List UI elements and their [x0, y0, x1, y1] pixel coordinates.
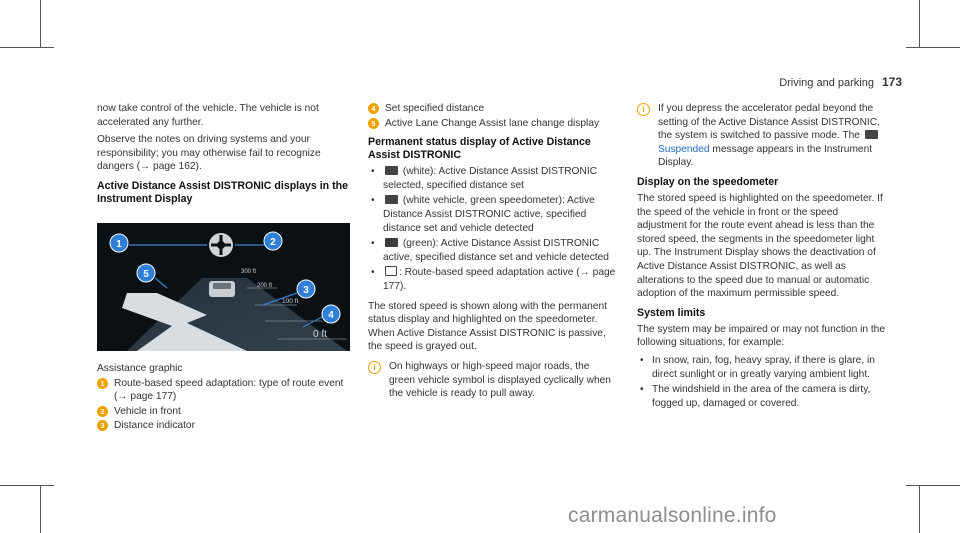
route-adaptation-icon — [385, 266, 397, 276]
note: i If you depress the accelerator pedal beyond the setting of the Active Distance Assist DISTRONIC, the system is switched to passive mode. The Suspended message appears in the Instrument Display. — [637, 102, 887, 170]
watermark: carmanualsonline.info — [568, 504, 777, 527]
intro-paragraph: now take control of the vehicle. The vehicle is not accelerated any further. — [97, 103, 319, 128]
distronic-green-icon — [385, 238, 398, 247]
callout-2: 2 — [270, 237, 276, 248]
distance-200: 200 ft — [257, 283, 273, 289]
legend-item: 1 Route-based speed adaptation: type of route event (→ page 177) — [97, 377, 352, 404]
list-item: • In snow, rain, fog, heavy spray, if there is glare, in direct sunlight or in greatly varying ambient light. — [640, 354, 875, 380]
section-heading: System limits — [637, 306, 706, 319]
info-icon: i — [368, 361, 381, 374]
legend-item: 5 Active Lane Change Assist lane change display — [368, 117, 618, 131]
crop-mark — [919, 485, 920, 533]
legend-item: 4 Set specified distance — [368, 102, 618, 116]
callout-3: 3 — [303, 285, 309, 296]
body-paragraph: The system may be impaired or may not function in the following situations, for example: — [637, 323, 886, 349]
body-paragraph: The stored speed is highlighted on the speedometer. If the speed of the vehicle in front or the speed adjustment for the route event ahead is less than the stored speed, the segments in the speedometer light up. The Instrument Display shows the deactivation of Active Distance Assist DISTRONIC, as well as alterations to the speed due to manual or automatic adoption of the maximum permissible speed. — [637, 192, 883, 300]
column-2 — [368, 102, 618, 405]
section-heading: Permanent status display of Active Distance Assist DISTRONIC — [368, 136, 591, 162]
distronic-icon — [865, 130, 878, 139]
list-item: • : Route-based speed adaptation active (→ page 177). — [371, 267, 616, 292]
callout-1: 1 — [116, 239, 122, 250]
section-title: Driving and parking — [779, 77, 874, 89]
page-header — [779, 75, 902, 89]
note: i On highways or high-speed major roads, the green vehicle symbol is displayed cyclically when the vehicle is ready to pull away. — [368, 360, 618, 401]
callout-5: 5 — [143, 269, 149, 280]
distronic-white-icon — [385, 166, 398, 175]
caption-title: Assistance graphic — [97, 363, 183, 374]
crop-mark — [0, 485, 54, 486]
suspended-label: Suspended — [658, 143, 710, 155]
column-1 — [97, 102, 352, 209]
distronic-white-vehicle-icon — [385, 195, 398, 204]
callout-4: 4 — [328, 310, 334, 321]
section-heading: Active Distance Assist DISTRONIC displays in the Instrument Display — [97, 179, 348, 205]
assistance-graphic-svg — [97, 223, 350, 351]
crop-mark — [906, 47, 960, 48]
crop-mark — [919, 0, 920, 48]
section-heading: Display on the speedometer — [637, 175, 779, 188]
legend-item: 3 Distance indicator — [97, 419, 352, 433]
figure-caption — [97, 362, 352, 434]
list-item: • (white): Active Distance Assist DISTRONIC selected, specified distance set — [371, 166, 598, 191]
list-item: • (green): Active Distance Assist DISTRONIC active, specified distance set and vehicle detected — [371, 238, 609, 263]
intro-paragraph: Observe the notes on driving systems and your responsibility; you may otherwise fail to recognize dangers (→ page 162). — [97, 134, 321, 173]
crop-mark — [0, 47, 54, 48]
crop-mark — [40, 0, 41, 48]
list-item: • The windshield in the area of the camera is dirty, fogged up, damaged or covered. — [640, 384, 871, 409]
crop-mark — [906, 485, 960, 486]
distance-300: 300 ft — [241, 269, 257, 275]
column-3 — [637, 102, 887, 412]
body-paragraph: The stored speed is shown along with the permanent status display and highlighted on the speedometer. When Active Distance Assist DISTRONIC is passive, the speed is grayed out. — [368, 300, 607, 353]
page-number: 173 — [881, 75, 902, 89]
distance-100: 100 ft — [282, 298, 299, 305]
assistance-graphic — [97, 223, 350, 351]
crop-mark — [40, 485, 41, 533]
list-item: • (white vehicle, green speedometer): Active Distance Assist DISTRONIC active, specified distance set and vehicle detected — [371, 195, 595, 234]
distance-0: 0 ft — [313, 329, 327, 340]
legend-item: 2 Vehicle in front — [97, 405, 352, 419]
info-icon: i — [637, 103, 650, 116]
